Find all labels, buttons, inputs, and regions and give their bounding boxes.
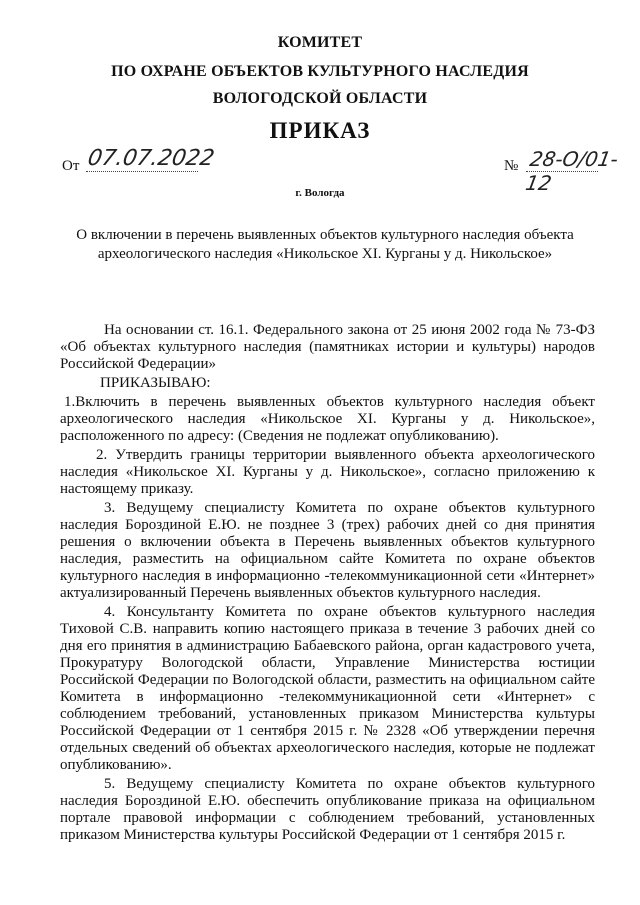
paragraph-4: 4. Консультанту Комитета по охране объектов культурного наследия Тиховой С.В. направить копию настоящего приказа в течение 3 рабочих дней со дня его принятия в администрацию Бабаевского района, орган кадастрового учета, Прокуратуру Вологодской области, Управление Министерства юстиции Российской Федерации по Вологодской области, разместить на официальном сайте Комитета в информационно -телекоммуникационной сети «Интернет» с соблюдением требований, установленных приказом Министерства культуры Российской Федерации от 1 сентября 2015 г. № 2328 «Об утверждении перечня отдельных сведений об объектах археологического наследия, которые не подлежат опубликованию».: [60, 604, 595, 773]
document-title: ПРИКАЗ: [269, 118, 371, 143]
order-subject: О включении в перечень выявленных объектов культурного наследия объекта археологического наследия «Никольское XI. Курганы у д. Никольское»: [76, 227, 574, 262]
date-underline: [86, 171, 198, 172]
date-prefix: От: [62, 158, 80, 174]
handwritten-date: 07.07.2022: [85, 146, 217, 171]
order-word: ПРИКАЗЫВАЮ:: [100, 375, 211, 391]
number-underline: [526, 171, 598, 172]
preamble-paragraph: На основании ст. 16.1. Федерального закона от 25 июня 2002 года № 73-ФЗ «Об объектах культурного наследия (памятниках истории и культуры) народов Российской Федерации»: [60, 322, 595, 372]
header-region: ВОЛОГОДСКОЙ ОБЛАСТИ: [212, 90, 428, 107]
city-label: г. Вологда: [295, 187, 345, 199]
number-prefix: №: [504, 158, 519, 174]
handwritten-number: 28-О/01-12: [523, 147, 621, 195]
order-body: [60, 322, 595, 846]
header-protection: ПО ОХРАНЕ ОБЪЕКТОВ КУЛЬТУРНОГО НАСЛЕДИЯ: [111, 63, 529, 80]
paragraph-5: 5. Ведущему специалисту Комитета по охране объектов культурного наследия Бороздиной Е.Ю. обеспечить опубликование приказа на официальном портале правовой информации с соблюдением требований, установленных приказом Министерства культуры Российской Федерации от 1 сентября 2015 г.: [60, 776, 595, 843]
paragraph-3: 3. Ведущему специалисту Комитета по охране объектов культурного наследия Бороздиной Е.Ю. не позднее 3 (трех) рабочих дней со дня принятия решения о включении объекта в Перечень выявленных объектов культурного наследия, разместить на официальном сайте Комитета по охране объектов культурного наследия в информационно -телекоммуникационной сети «Интернет» актуализированный Перечень выявленных объектов культурного наследия.: [60, 500, 595, 601]
header-committee: КОМИТЕТ: [277, 34, 363, 51]
paragraph-2: 2. Утвердить границы территории выявленного объекта археологического наследия «Никольское XI. Курганы у д. Никольское», согласно приложению к настоящему приказу.: [60, 447, 595, 497]
paragraph-1: 1.Включить в перечень выявленных объектов культурного наследия объект археологического наследия «Никольское XI. Курганы у д. Никольское», расположенного по адресу: (Сведения не подлежат опубликованию).: [60, 394, 595, 444]
